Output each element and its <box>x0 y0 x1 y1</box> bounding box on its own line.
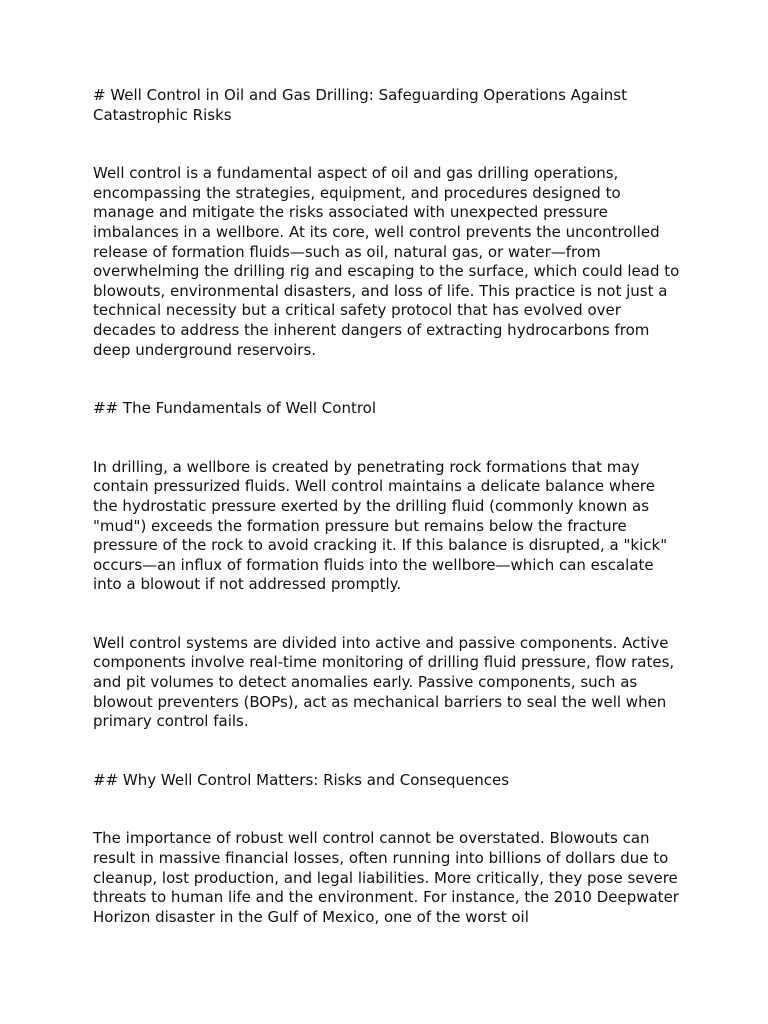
document-title: # Well Control in Oil and Gas Drilling: Safeguarding Operations Against Catastrophic Risks <box>93 86 627 124</box>
risks-paragraph-1: The importance of robust well control cannot be overstated. Blowouts can result in massive financial losses, often running into billions of dollars due to cleanup, lost production, and legal liabilities. More critically, they pose severe threats to human life and the environment. For instance, the 2010 Deepwater Horizon disaster in the Gulf of Mexico, one of the worst oil <box>93 829 679 926</box>
fundamentals-paragraph-2: Well control systems are divided into active and passive components. Active components involve real-time monitoring of drilling fluid pressure, flow rates, and pit volumes to detect anomalies early. Passive components, such as blowout preventers (BOPs), act as mechanical barriers to seal the well when primary control fails. <box>93 633 675 731</box>
section-heading-fundamentals: ## The Fundamentals of Well Control <box>93 399 377 418</box>
fundamentals-paragraph-1: In drilling, a wellbore is created by penetrating rock formations that may contain pressurized fluids. Well control maintains a delicate balance where the hydrostatic pressure exerted by the drilling fluid (commonly known as "mud") exceeds the formation pressure but remains below the fracture pressure of the rock to avoid cracking it. If this balance is disrupted, a "kick" occurs—an influx of formation fluids into the wellbore—which can escalate into a blowout if not addressed promptly. <box>93 457 668 594</box>
document-page <box>93 86 683 927</box>
section-heading-risks: ## Why Well Control Matters: Risks and Consequences <box>93 770 510 789</box>
intro-paragraph: Well control is a fundamental aspect of oil and gas drilling operations, encompassing the strategies, equipment, and procedures designed to manage and mitigate the risks associated with unexpected pressure imbalances in a wellbore. At its core, well control prevents the uncontrolled release of formation fluids—such as oil, natural gas, or water—from overwhelming the drilling rig and escaping to the surface, which could lead to blowouts, environmental disasters, and loss of life. This practice is not just a technical necessity but a critical safety protocol that has evolved over decades to address the inherent dangers of extracting hydrocarbons from deep underground reservoirs. <box>93 164 680 359</box>
